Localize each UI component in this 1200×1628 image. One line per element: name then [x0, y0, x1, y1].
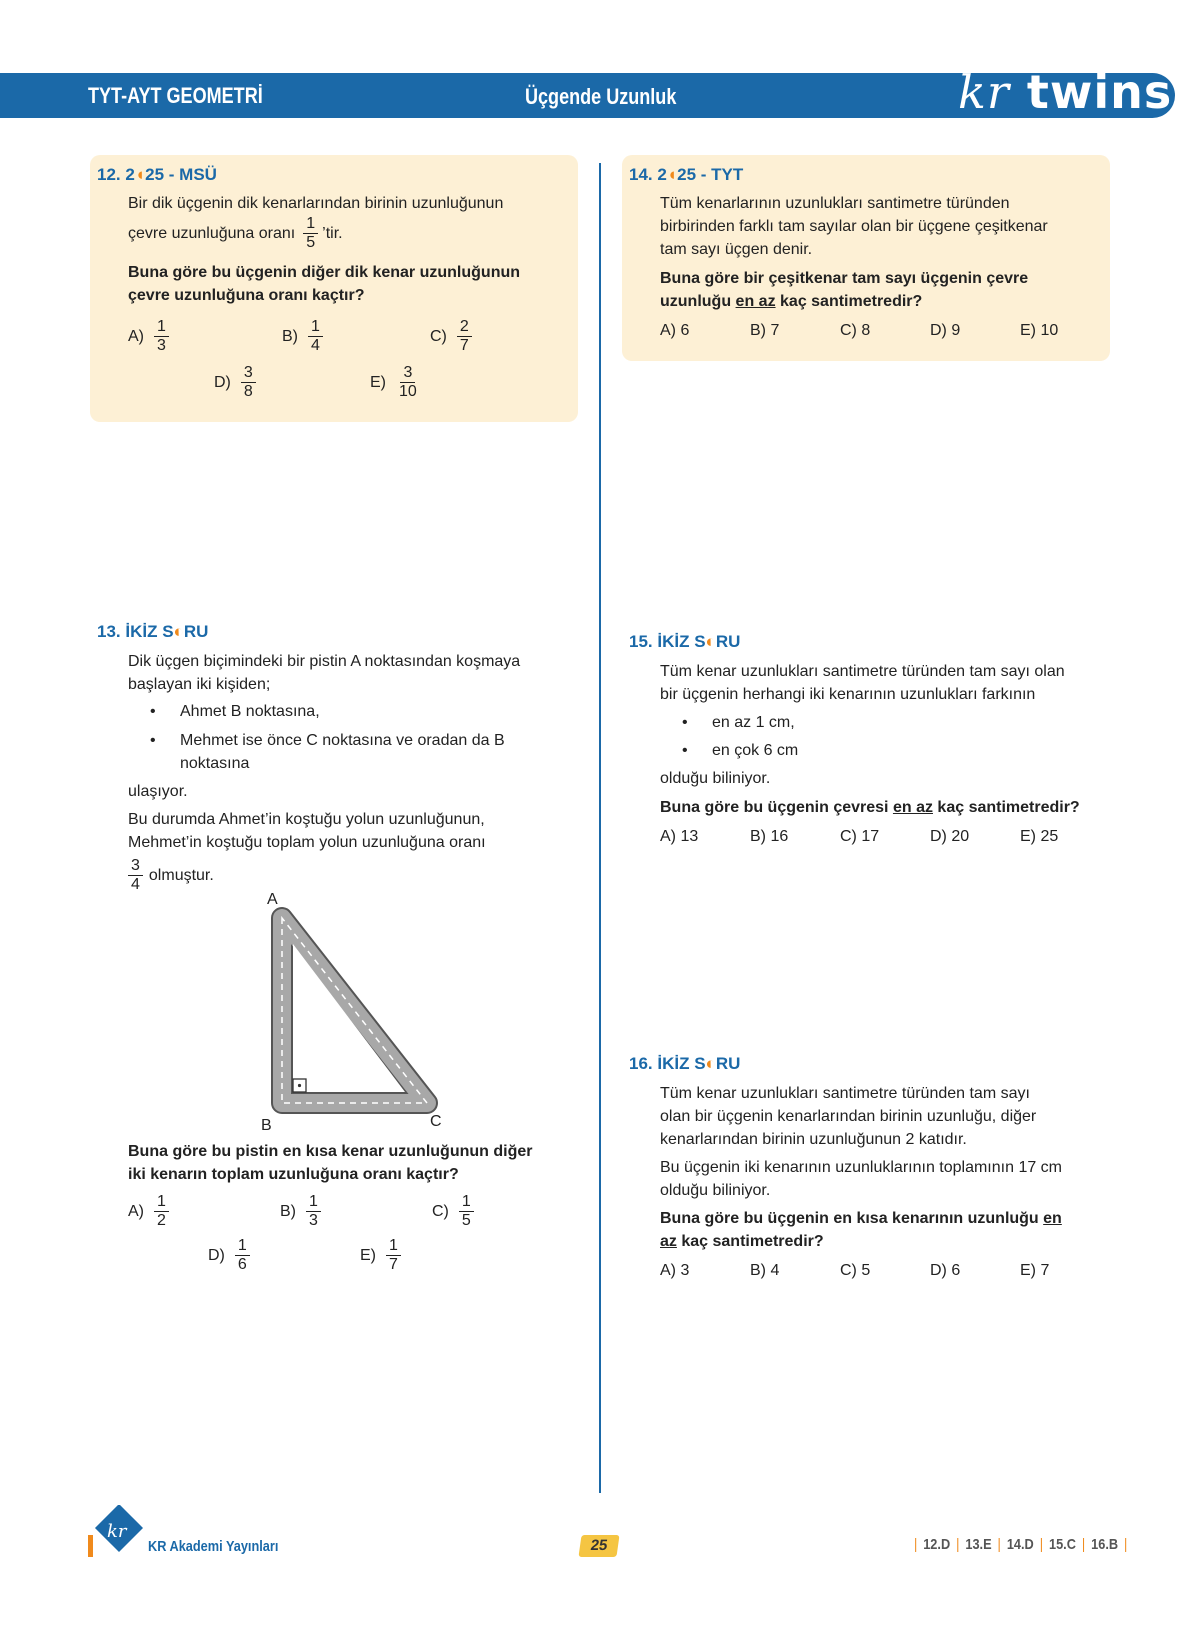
q13-bullet-2-cont: noktasına: [180, 755, 250, 772]
q12-option-d[interactable]: D) $\frac{3}{8}$: [214, 364, 260, 401]
page-header: [0, 65, 1175, 119]
q14-text-line1: Tüm kenarlarının uzunlukları santimetre türünden: [660, 195, 1010, 212]
q14-text-line2: birbirinden farklı tam sayılar olan bir üçgene çeşitkenar: [660, 218, 1048, 235]
q16-text-line2: olan bir üçgenin kenarlarından birinin uzunluğu, diğer: [660, 1108, 1037, 1125]
orange-zero-icon: ◖: [134, 165, 146, 184]
q14-question-line1: Buna göre bir çeşitkenar tam sayı üçgenin çevre: [660, 270, 1029, 287]
q13-question-line1: Buna göre bu pistin en kısa kenar uzunluğunun diğer: [128, 1143, 533, 1160]
brand-twins-text: twins: [1026, 65, 1173, 119]
question-12-number: 12. 2◖25 - MSÜ: [97, 165, 217, 184]
q14-text-line3: tam sayı üçgen denir.: [660, 241, 813, 258]
q15-option-c[interactable]: C) 17: [840, 828, 880, 845]
q14-option-b[interactable]: B) 7: [750, 322, 780, 339]
q12-text-line1: Bir dik üçgenin dik kenarlarından birinin uzunluğunun: [128, 195, 504, 212]
q15-question: Buna göre bu üçgenin çevresi en az kaç santimetredir?: [660, 799, 1080, 816]
q13-bullet-1: • Ahmet B noktasına,: [150, 703, 320, 720]
q15-option-a[interactable]: A) 13: [660, 828, 699, 845]
q15-option-d[interactable]: D) 20: [930, 828, 970, 845]
q16-text-line5: olduğu biliniyor.: [660, 1182, 771, 1199]
svg-text:kr: kr: [107, 1521, 127, 1542]
q16-question-line2: az kaç santimetredir?: [660, 1233, 824, 1250]
q16-text-line1: Tüm kenar uzunlukları santimetre türünden tam sayı: [660, 1085, 1030, 1102]
q13-question-line2: iki kenarın toplam uzunluğuna oranı kaçtır?: [128, 1166, 459, 1183]
q13-option-e[interactable]: E) $\frac{1}{7}$: [360, 1237, 405, 1274]
q16-option-a[interactable]: A) 3: [660, 1262, 690, 1279]
q16-option-d[interactable]: D) 6: [930, 1262, 961, 1279]
q12-question-line2: çevre uzunluğuna oranı kaçtır?: [128, 287, 365, 304]
q13-option-a[interactable]: A) $\frac{1}{2}$: [128, 1193, 173, 1230]
book-title: TYT-AYT GEOMETRİ: [88, 83, 263, 108]
q16-option-b[interactable]: B) 4: [750, 1262, 780, 1279]
vertex-c-label: C: [430, 1113, 442, 1130]
q13-text-line1: Dik üçgen biçimindeki bir pistin A noktasından koşmaya: [128, 653, 521, 670]
brand-logo: [958, 65, 1180, 119]
q13-text-line6: $\frac{3}{4}$ olmuştur.: [124, 857, 214, 894]
q12-option-e[interactable]: E) $\frac{3}{10}$: [370, 364, 417, 400]
orange-zero-icon: ◖: [666, 165, 678, 184]
q13-text-line4: Bu durumda Ahmet’in koştuğu yolun uzunluğunun,: [128, 811, 485, 828]
q14-question-line2: uzunluğu en az kaç santimetredir?: [660, 293, 923, 310]
q13-option-c[interactable]: C) $\frac{1}{5}$: [432, 1193, 478, 1230]
q12-text-line2: çevre uzunluğuna oranı $\frac{1}{5}$ ’tir.: [128, 215, 343, 251]
q13-option-d[interactable]: D) $\frac{1}{6}$: [208, 1237, 254, 1274]
q15-option-e[interactable]: E) 25: [1020, 828, 1059, 845]
q13-bullet-2: • Mehmet ise önce C noktasına ve oradan da B: [150, 732, 505, 749]
q15-bullet-1: • en az 1 cm,: [682, 714, 795, 731]
q12-option-c[interactable]: C) $\frac{2}{7}$: [430, 318, 476, 355]
q12-option-b[interactable]: B) $\frac{1}{4}$: [282, 318, 327, 355]
q14-option-d[interactable]: D) 9: [930, 322, 961, 339]
q13-text-line3: ulaşıyor.: [128, 783, 188, 800]
triangle-track-figure: [255, 890, 455, 1130]
question-14-number: 14. 2◖25 - TYT: [629, 165, 744, 184]
question-13-number: 13. İKİZ S◐RU: [97, 622, 209, 641]
q14-option-e[interactable]: E) 10: [1020, 322, 1059, 339]
orange-o-icon: ◐: [705, 632, 716, 651]
publisher-name: KR Akademi Yayınları: [148, 1538, 279, 1555]
q13-text-line5: Mehmet’in koştuğu toplam yolun uzunluğuna oranı: [128, 834, 486, 851]
vertex-a-label: A: [267, 891, 278, 908]
publisher-logo-icon: [88, 1505, 143, 1560]
q15-text-line3: olduğu biliniyor.: [660, 770, 771, 787]
answer-key: | 12.D | 13.E | 14.D | 15.C | 16.B |: [913, 1536, 1128, 1553]
q15-text-line1: Tüm kenar uzunlukları santimetre türünden tam sayı olan: [660, 663, 1065, 680]
q12-option-a[interactable]: A) $\frac{1}{3}$: [128, 318, 173, 355]
chapter-title: Üçgende Uzunluk: [525, 84, 677, 109]
q14-option-c[interactable]: C) 8: [840, 322, 871, 339]
orange-o-icon: ◐: [173, 622, 184, 641]
q12-fraction: $\frac{1}{5}$: [303, 215, 318, 252]
q15-bullet-2: • en çok 6 cm: [682, 742, 799, 759]
question-16-number: 16. İKİZ S◐RU: [629, 1054, 741, 1073]
question-15-number: 15. İKİZ S◐RU: [629, 632, 741, 651]
q16-text-line4: Bu üçgenin iki kenarının uzunluklarının toplamının 17 cm: [660, 1159, 1063, 1176]
page-number: 25: [578, 1535, 619, 1557]
q12-question-line1: Buna göre bu üçgenin diğer dik kenar uzunluğunun: [128, 264, 521, 281]
q16-option-e[interactable]: E) 7: [1020, 1262, 1050, 1279]
brand-kr-text: kr: [958, 65, 1010, 119]
q13-text-line2: başlayan iki kişiden;: [128, 676, 271, 693]
orange-o-icon: ◐: [705, 1054, 716, 1073]
q15-text-line2: bir üçgenin herhangi iki kenarının uzunlukları farkının: [660, 686, 1036, 703]
q16-option-c[interactable]: C) 5: [840, 1262, 871, 1279]
q16-text-line3: kenarlarından birinin uzunluğunun 2 katıdır.: [660, 1131, 967, 1148]
q16-question-line1: Buna göre bu üçgenin en kısa kenarının uzunluğu en: [660, 1210, 1062, 1227]
column-divider: [599, 163, 601, 1493]
vertex-b-label: B: [261, 1117, 272, 1130]
q13-fraction: $\frac{3}{4}$: [128, 857, 143, 894]
q15-option-b[interactable]: B) 16: [750, 828, 789, 845]
q13-option-b[interactable]: B) $\frac{1}{3}$: [280, 1193, 325, 1230]
q14-option-a[interactable]: A) 6: [660, 322, 690, 339]
